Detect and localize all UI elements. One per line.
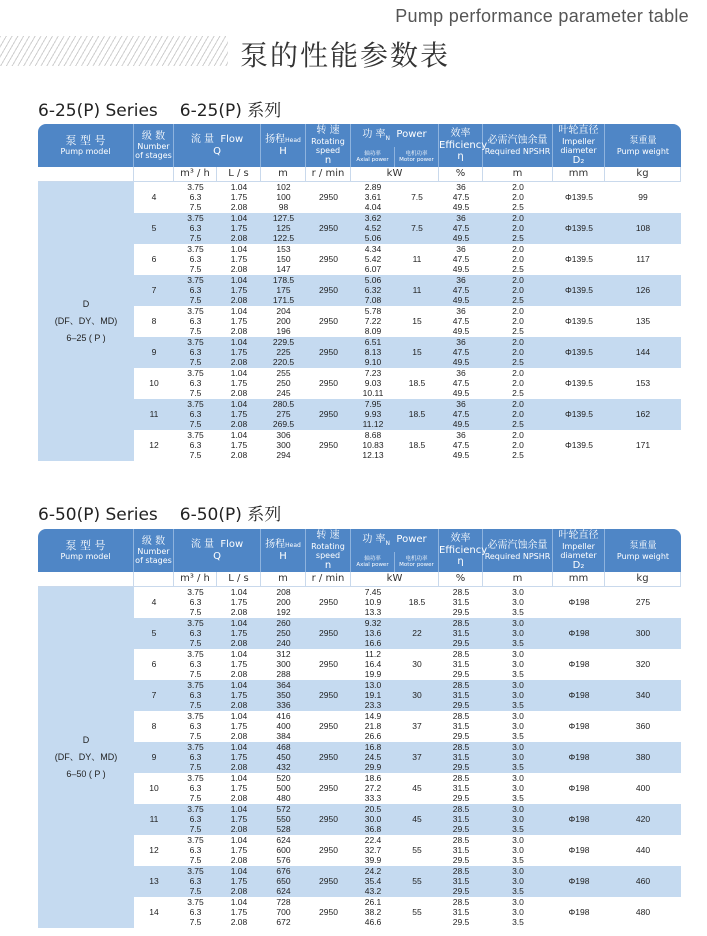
table-row bbox=[38, 337, 681, 368]
head-cell: 127.5 125 122.5 bbox=[261, 213, 306, 244]
col-header-model: 泵 型 号 Pump model bbox=[38, 529, 134, 572]
speed-cell: 2950 bbox=[306, 244, 351, 275]
motor-power-cell: 18.5 bbox=[395, 399, 439, 430]
stages-cell: 11 bbox=[134, 399, 174, 430]
motor-power-cell: 11 bbox=[395, 244, 439, 275]
col-header-impeller: 叶轮直径 Impeller diameter D₂ bbox=[553, 529, 605, 572]
axial-power-cell: 5.06 6.32 7.08 bbox=[351, 275, 395, 306]
col-header-npshr: 必需汽蚀余量 Required NPSHR bbox=[483, 529, 553, 572]
unit-cell-blank bbox=[38, 167, 134, 182]
flow-ls-cell: 1.04 1.75 2.08 bbox=[217, 399, 261, 430]
motor-power-cell: 15 bbox=[395, 306, 439, 337]
flow-m3h-cell: 3.75 6.3 7.5 bbox=[174, 866, 217, 897]
weight-cell: 320 bbox=[605, 649, 681, 680]
flow-m3h-cell: 3.75 6.3 7.5 bbox=[174, 711, 217, 742]
npshr-cell: 3.0 3.0 3.5 bbox=[483, 866, 553, 897]
pump-model-cell: D (DF、DY、MD) 6–25 ( P ) bbox=[38, 182, 134, 461]
col-header-motor-power: 电机功率 Motor power bbox=[395, 147, 439, 167]
head-cell: 676 650 624 bbox=[261, 866, 306, 897]
flow-m3h-cell: 3.75 6.3 7.5 bbox=[174, 399, 217, 430]
npshr-cell: 2.0 2.0 2.5 bbox=[483, 275, 553, 306]
table-row bbox=[38, 244, 681, 275]
impeller-cell: Φ198 bbox=[553, 897, 605, 928]
speed-cell: 2950 bbox=[306, 275, 351, 306]
flow-m3h-cell: 3.75 6.3 7.5 bbox=[174, 430, 217, 461]
weight-cell: 275 bbox=[605, 587, 681, 618]
impeller-cell: Φ198 bbox=[553, 804, 605, 835]
col-header-axial-power: 轴功率 Axial power bbox=[351, 147, 395, 167]
unit-impeller: mm bbox=[553, 167, 605, 182]
head-cell: 306 300 294 bbox=[261, 430, 306, 461]
section-title-en: 6-25(P) Series bbox=[38, 101, 158, 121]
motor-power-cell: 55 bbox=[395, 897, 439, 928]
unit-weight: kg bbox=[605, 167, 681, 182]
head-cell: 204 200 196 bbox=[261, 306, 306, 337]
speed-cell: 2950 bbox=[306, 399, 351, 430]
section-title-cn: 6-50(P) 系列 bbox=[179, 505, 282, 525]
speed-cell: 2950 bbox=[306, 649, 351, 680]
efficiency-cell: 28.5 31.5 29.5 bbox=[439, 711, 483, 742]
npshr-cell: 3.0 3.0 3.5 bbox=[483, 618, 553, 649]
efficiency-cell: 28.5 31.5 29.5 bbox=[439, 835, 483, 866]
stages-cell: 4 bbox=[134, 587, 174, 618]
speed-cell: 2950 bbox=[306, 711, 351, 742]
unit-npshr: m bbox=[483, 572, 553, 587]
col-header-stages: 级 数 Number of stages bbox=[134, 529, 174, 572]
efficiency-cell: 28.5 31.5 29.5 bbox=[439, 618, 483, 649]
weight-cell: 144 bbox=[605, 337, 681, 368]
npshr-cell: 3.0 3.0 3.5 bbox=[483, 835, 553, 866]
table-row bbox=[38, 649, 681, 680]
unit-efficiency: % bbox=[439, 572, 483, 587]
motor-power-cell: 30 bbox=[395, 680, 439, 711]
table-row bbox=[38, 213, 681, 244]
impeller-cell: Φ139.5 bbox=[553, 244, 605, 275]
col-header-power: 功 率$_N$ Power bbox=[351, 124, 439, 147]
unit-flow-ls: L / s bbox=[217, 167, 261, 182]
weight-cell: 400 bbox=[605, 773, 681, 804]
axial-power-cell: 7.23 9.03 10.11 bbox=[351, 368, 395, 399]
npshr-cell: 3.0 3.0 3.5 bbox=[483, 742, 553, 773]
motor-power-cell: 11 bbox=[395, 275, 439, 306]
unit-npshr: m bbox=[483, 167, 553, 182]
efficiency-cell: 36 47.5 49.5 bbox=[439, 399, 483, 430]
head-cell: 312 300 288 bbox=[261, 649, 306, 680]
head-cell: 208 200 192 bbox=[261, 587, 306, 618]
col-header-stages: 级 数 Number of stages bbox=[134, 124, 174, 167]
col-header-efficiency: 效率 Efficiency η bbox=[439, 529, 483, 572]
weight-cell: 126 bbox=[605, 275, 681, 306]
npshr-cell: 3.0 3.0 3.5 bbox=[483, 897, 553, 928]
impeller-cell: Φ198 bbox=[553, 680, 605, 711]
npshr-cell: 2.0 2.0 2.5 bbox=[483, 399, 553, 430]
flow-m3h-cell: 3.75 6.3 7.5 bbox=[174, 835, 217, 866]
speed-cell: 2950 bbox=[306, 306, 351, 337]
flow-ls-cell: 1.04 1.75 2.08 bbox=[217, 897, 261, 928]
motor-power-cell: 7.5 bbox=[395, 182, 439, 213]
col-header-head: 扬程Head H bbox=[261, 124, 306, 167]
col-header-flow: 流 量 Flow Q bbox=[174, 529, 261, 572]
col-header-impeller: 叶轮直径 Impeller diameter D₂ bbox=[553, 124, 605, 167]
flow-ls-cell: 1.04 1.75 2.08 bbox=[217, 368, 261, 399]
flow-ls-cell: 1.04 1.75 2.08 bbox=[217, 587, 261, 618]
weight-cell: 171 bbox=[605, 430, 681, 461]
speed-cell: 2950 bbox=[306, 587, 351, 618]
weight-cell: 420 bbox=[605, 804, 681, 835]
stages-cell: 7 bbox=[134, 275, 174, 306]
head-cell: 260 250 240 bbox=[261, 618, 306, 649]
npshr-cell: 3.0 3.0 3.5 bbox=[483, 587, 553, 618]
table-row bbox=[38, 866, 681, 897]
weight-cell: 480 bbox=[605, 897, 681, 928]
efficiency-cell: 36 47.5 49.5 bbox=[439, 337, 483, 368]
table-row bbox=[38, 587, 681, 618]
col-header-model: 泵 型 号 Pump model bbox=[38, 124, 134, 167]
speed-cell: 2950 bbox=[306, 897, 351, 928]
efficiency-cell: 36 47.5 49.5 bbox=[439, 213, 483, 244]
flow-ls-cell: 1.04 1.75 2.08 bbox=[217, 773, 261, 804]
speed-cell: 2950 bbox=[306, 618, 351, 649]
col-header-power: 功 率$_N$ Power bbox=[351, 529, 439, 552]
impeller-cell: Φ139.5 bbox=[553, 430, 605, 461]
axial-power-cell: 22.4 32.7 39.9 bbox=[351, 835, 395, 866]
unit-cell-blank bbox=[134, 572, 174, 587]
motor-power-cell: 45 bbox=[395, 773, 439, 804]
stages-cell: 14 bbox=[134, 897, 174, 928]
flow-m3h-cell: 3.75 6.3 7.5 bbox=[174, 897, 217, 928]
table-row bbox=[38, 773, 681, 804]
unit-head: m bbox=[261, 167, 306, 182]
efficiency-cell: 36 47.5 49.5 bbox=[439, 244, 483, 275]
speed-cell: 2950 bbox=[306, 866, 351, 897]
impeller-cell: Φ139.5 bbox=[553, 368, 605, 399]
axial-power-cell: 7.95 9.93 11.12 bbox=[351, 399, 395, 430]
motor-power-cell: 45 bbox=[395, 804, 439, 835]
npshr-cell: 2.0 2.0 2.5 bbox=[483, 244, 553, 275]
col-header-speed: 转 速 Rotating speed n bbox=[306, 529, 351, 572]
flow-ls-cell: 1.04 1.75 2.08 bbox=[217, 866, 261, 897]
head-cell: 728 700 672 bbox=[261, 897, 306, 928]
impeller-cell: Φ139.5 bbox=[553, 337, 605, 368]
axial-power-cell: 13.0 19.1 23.3 bbox=[351, 680, 395, 711]
stages-cell: 5 bbox=[134, 618, 174, 649]
axial-power-cell: 6.51 8.13 9.10 bbox=[351, 337, 395, 368]
flow-m3h-cell: 3.75 6.3 7.5 bbox=[174, 306, 217, 337]
efficiency-cell: 36 47.5 49.5 bbox=[439, 368, 483, 399]
axial-power-cell: 2.89 3.61 4.04 bbox=[351, 182, 395, 213]
speed-cell: 2950 bbox=[306, 213, 351, 244]
weight-cell: 108 bbox=[605, 213, 681, 244]
efficiency-cell: 28.5 31.5 29.5 bbox=[439, 804, 483, 835]
unit-weight: kg bbox=[605, 572, 681, 587]
flow-m3h-cell: 3.75 6.3 7.5 bbox=[174, 213, 217, 244]
axial-power-cell: 3.62 4.52 5.06 bbox=[351, 213, 395, 244]
speed-cell: 2950 bbox=[306, 835, 351, 866]
efficiency-cell: 36 47.5 49.5 bbox=[439, 430, 483, 461]
flow-ls-cell: 1.04 1.75 2.08 bbox=[217, 618, 261, 649]
unit-cell-blank bbox=[38, 572, 134, 587]
flow-ls-cell: 1.04 1.75 2.08 bbox=[217, 649, 261, 680]
head-cell: 153 150 147 bbox=[261, 244, 306, 275]
npshr-cell: 2.0 2.0 2.5 bbox=[483, 337, 553, 368]
section-title-cn: 6-25(P) 系列 bbox=[179, 101, 282, 121]
impeller-cell: Φ198 bbox=[553, 649, 605, 680]
flow-m3h-cell: 3.75 6.3 7.5 bbox=[174, 618, 217, 649]
stages-cell: 8 bbox=[134, 306, 174, 337]
npshr-cell: 2.0 2.0 2.5 bbox=[483, 182, 553, 213]
flow-m3h-cell: 3.75 6.3 7.5 bbox=[174, 773, 217, 804]
stages-cell: 7 bbox=[134, 680, 174, 711]
table-row bbox=[38, 680, 681, 711]
section-title-en: 6-50(P) Series bbox=[38, 505, 158, 525]
impeller-cell: Φ198 bbox=[553, 587, 605, 618]
impeller-cell: Φ198 bbox=[553, 866, 605, 897]
npshr-cell: 2.0 2.0 2.5 bbox=[483, 368, 553, 399]
head-cell: 178.5 175 171.5 bbox=[261, 275, 306, 306]
efficiency-cell: 28.5 31.5 29.5 bbox=[439, 866, 483, 897]
table-row bbox=[38, 306, 681, 337]
flow-m3h-cell: 3.75 6.3 7.5 bbox=[174, 244, 217, 275]
unit-efficiency: % bbox=[439, 167, 483, 182]
weight-cell: 380 bbox=[605, 742, 681, 773]
weight-cell: 340 bbox=[605, 680, 681, 711]
stages-cell: 10 bbox=[134, 368, 174, 399]
flow-ls-cell: 1.04 1.75 2.08 bbox=[217, 711, 261, 742]
head-cell: 102 100 98 bbox=[261, 182, 306, 213]
performance-table-6-25 bbox=[38, 124, 681, 461]
impeller-cell: Φ198 bbox=[553, 773, 605, 804]
col-header-weight: 泵重量 Pump weight bbox=[605, 124, 681, 167]
flow-ls-cell: 1.04 1.75 2.08 bbox=[217, 804, 261, 835]
section-title-6-25 bbox=[38, 96, 281, 121]
motor-power-cell: 55 bbox=[395, 866, 439, 897]
axial-power-cell: 18.6 27.2 33.3 bbox=[351, 773, 395, 804]
npshr-cell: 3.0 3.0 3.5 bbox=[483, 649, 553, 680]
impeller-cell: Φ139.5 bbox=[553, 275, 605, 306]
stages-cell: 6 bbox=[134, 649, 174, 680]
motor-power-cell: 37 bbox=[395, 711, 439, 742]
table-row bbox=[38, 711, 681, 742]
flow-m3h-cell: 3.75 6.3 7.5 bbox=[174, 275, 217, 306]
impeller-cell: Φ139.5 bbox=[553, 306, 605, 337]
table-row bbox=[38, 618, 681, 649]
efficiency-cell: 28.5 31.5 29.5 bbox=[439, 742, 483, 773]
flow-m3h-cell: 3.75 6.3 7.5 bbox=[174, 368, 217, 399]
table-row bbox=[38, 399, 681, 430]
head-cell: 229.5 225 220.5 bbox=[261, 337, 306, 368]
stages-cell: 8 bbox=[134, 711, 174, 742]
npshr-cell: 2.0 2.0 2.5 bbox=[483, 430, 553, 461]
motor-power-cell: 37 bbox=[395, 742, 439, 773]
head-cell: 468 450 432 bbox=[261, 742, 306, 773]
motor-power-cell: 18.5 bbox=[395, 430, 439, 461]
col-header-axial-power: 轴功率 Axial power bbox=[351, 552, 395, 572]
weight-cell: 117 bbox=[605, 244, 681, 275]
col-header-flow: 流 量 Flow Q bbox=[174, 124, 261, 167]
npshr-cell: 3.0 3.0 3.5 bbox=[483, 680, 553, 711]
weight-cell: 440 bbox=[605, 835, 681, 866]
flow-ls-cell: 1.04 1.75 2.08 bbox=[217, 306, 261, 337]
motor-power-cell: 15 bbox=[395, 337, 439, 368]
axial-power-cell: 7.45 10.9 13.3 bbox=[351, 587, 395, 618]
flow-m3h-cell: 3.75 6.3 7.5 bbox=[174, 337, 217, 368]
unit-flow-m3h: m³ / h bbox=[174, 167, 217, 182]
impeller-cell: Φ198 bbox=[553, 742, 605, 773]
unit-speed: r / min bbox=[306, 167, 351, 182]
col-header-head: 扬程Head H bbox=[261, 529, 306, 572]
motor-power-cell: 30 bbox=[395, 649, 439, 680]
efficiency-cell: 28.5 31.5 29.5 bbox=[439, 680, 483, 711]
stages-cell: 11 bbox=[134, 804, 174, 835]
flow-ls-cell: 1.04 1.75 2.08 bbox=[217, 430, 261, 461]
impeller-cell: Φ139.5 bbox=[553, 399, 605, 430]
pump-model-cell: D (DF、DY、MD) 6–50 ( P ) bbox=[38, 587, 134, 928]
motor-power-cell: 18.5 bbox=[395, 587, 439, 618]
weight-cell: 300 bbox=[605, 618, 681, 649]
efficiency-cell: 36 47.5 49.5 bbox=[439, 306, 483, 337]
motor-power-cell: 7.5 bbox=[395, 213, 439, 244]
flow-m3h-cell: 3.75 6.3 7.5 bbox=[174, 680, 217, 711]
stages-cell: 9 bbox=[134, 337, 174, 368]
stages-cell: 6 bbox=[134, 244, 174, 275]
stages-cell: 4 bbox=[134, 182, 174, 213]
unit-impeller: mm bbox=[553, 572, 605, 587]
unit-speed: r / min bbox=[306, 572, 351, 587]
weight-cell: 99 bbox=[605, 182, 681, 213]
speed-cell: 2950 bbox=[306, 337, 351, 368]
npshr-cell: 3.0 3.0 3.5 bbox=[483, 804, 553, 835]
speed-cell: 2950 bbox=[306, 680, 351, 711]
flow-ls-cell: 1.04 1.75 2.08 bbox=[217, 244, 261, 275]
head-cell: 520 500 480 bbox=[261, 773, 306, 804]
axial-power-cell: 26.1 38.2 46.6 bbox=[351, 897, 395, 928]
unit-flow-m3h: m³ / h bbox=[174, 572, 217, 587]
head-cell: 255 250 245 bbox=[261, 368, 306, 399]
axial-power-cell: 11.2 16.4 19.9 bbox=[351, 649, 395, 680]
weight-cell: 460 bbox=[605, 866, 681, 897]
motor-power-cell: 22 bbox=[395, 618, 439, 649]
impeller-cell: Φ198 bbox=[553, 835, 605, 866]
stages-cell: 9 bbox=[134, 742, 174, 773]
flow-ls-cell: 1.04 1.75 2.08 bbox=[217, 337, 261, 368]
table-row bbox=[38, 804, 681, 835]
flow-m3h-cell: 3.75 6.3 7.5 bbox=[174, 182, 217, 213]
speed-cell: 2950 bbox=[306, 773, 351, 804]
efficiency-cell: 28.5 31.5 29.5 bbox=[439, 897, 483, 928]
npshr-cell: 2.0 2.0 2.5 bbox=[483, 213, 553, 244]
axial-power-cell: 24.2 35.4 43.2 bbox=[351, 866, 395, 897]
head-cell: 280.5 275 269.5 bbox=[261, 399, 306, 430]
stages-cell: 5 bbox=[134, 213, 174, 244]
unit-cell-blank bbox=[134, 167, 174, 182]
axial-power-cell: 14.9 21.8 26.6 bbox=[351, 711, 395, 742]
flow-ls-cell: 1.04 1.75 2.08 bbox=[217, 680, 261, 711]
flow-ls-cell: 1.04 1.75 2.08 bbox=[217, 213, 261, 244]
head-cell: 624 600 576 bbox=[261, 835, 306, 866]
speed-cell: 2950 bbox=[306, 430, 351, 461]
head-cell: 416 400 384 bbox=[261, 711, 306, 742]
weight-cell: 162 bbox=[605, 399, 681, 430]
table-row bbox=[38, 368, 681, 399]
efficiency-cell: 28.5 31.5 29.5 bbox=[439, 649, 483, 680]
section-title-6-50 bbox=[38, 500, 281, 525]
flow-m3h-cell: 3.75 6.3 7.5 bbox=[174, 742, 217, 773]
flow-m3h-cell: 3.75 6.3 7.5 bbox=[174, 804, 217, 835]
table-row bbox=[38, 897, 681, 928]
impeller-cell: Φ198 bbox=[553, 618, 605, 649]
head-cell: 572 550 528 bbox=[261, 804, 306, 835]
flow-ls-cell: 1.04 1.75 2.08 bbox=[217, 275, 261, 306]
motor-power-cell: 55 bbox=[395, 835, 439, 866]
npshr-cell: 2.0 2.0 2.5 bbox=[483, 306, 553, 337]
axial-power-cell: 16.8 24.5 29.9 bbox=[351, 742, 395, 773]
head-cell: 364 350 336 bbox=[261, 680, 306, 711]
flow-m3h-cell: 3.75 6.3 7.5 bbox=[174, 587, 217, 618]
axial-power-cell: 20.5 30.0 36.8 bbox=[351, 804, 395, 835]
speed-cell: 2950 bbox=[306, 368, 351, 399]
unit-head: m bbox=[261, 572, 306, 587]
col-header-motor-power: 电机功率 Motor power bbox=[395, 552, 439, 572]
table-row bbox=[38, 430, 681, 461]
col-header-speed: 转 速 Rotating speed n bbox=[306, 124, 351, 167]
speed-cell: 2950 bbox=[306, 804, 351, 835]
efficiency-cell: 28.5 31.5 29.5 bbox=[439, 773, 483, 804]
stages-cell: 12 bbox=[134, 430, 174, 461]
table-row bbox=[38, 742, 681, 773]
axial-power-cell: 4.34 5.42 6.07 bbox=[351, 244, 395, 275]
impeller-cell: Φ139.5 bbox=[553, 213, 605, 244]
table-row bbox=[38, 275, 681, 306]
impeller-cell: Φ198 bbox=[553, 711, 605, 742]
col-header-npshr: 必需汽蚀余量 Required NPSHR bbox=[483, 124, 553, 167]
motor-power-cell: 18.5 bbox=[395, 368, 439, 399]
english-page-title: Pump performance parameter table bbox=[395, 6, 689, 26]
axial-power-cell: 9.32 13.6 16.6 bbox=[351, 618, 395, 649]
col-header-efficiency: 效率 Efficiency η bbox=[439, 124, 483, 167]
npshr-cell: 3.0 3.0 3.5 bbox=[483, 773, 553, 804]
efficiency-cell: 36 47.5 49.5 bbox=[439, 275, 483, 306]
unit-flow-ls: L / s bbox=[217, 572, 261, 587]
speed-cell: 2950 bbox=[306, 182, 351, 213]
weight-cell: 360 bbox=[605, 711, 681, 742]
efficiency-cell: 36 47.5 49.5 bbox=[439, 182, 483, 213]
table-row bbox=[38, 835, 681, 866]
flow-ls-cell: 1.04 1.75 2.08 bbox=[217, 835, 261, 866]
unit-power: kW bbox=[351, 572, 439, 587]
chinese-page-title: 泵的性能参数表 bbox=[240, 39, 451, 72]
weight-cell: 135 bbox=[605, 306, 681, 337]
flow-ls-cell: 1.04 1.75 2.08 bbox=[217, 182, 261, 213]
unit-power: kW bbox=[351, 167, 439, 182]
stages-cell: 10 bbox=[134, 773, 174, 804]
axial-power-cell: 5.78 7.22 8.09 bbox=[351, 306, 395, 337]
table-row bbox=[38, 182, 681, 213]
efficiency-cell: 28.5 31.5 29.5 bbox=[439, 587, 483, 618]
col-header-weight: 泵重量 Pump weight bbox=[605, 529, 681, 572]
npshr-cell: 3.0 3.0 3.5 bbox=[483, 711, 553, 742]
axial-power-cell: 8.68 10.83 12.13 bbox=[351, 430, 395, 461]
weight-cell: 153 bbox=[605, 368, 681, 399]
speed-cell: 2950 bbox=[306, 742, 351, 773]
flow-ls-cell: 1.04 1.75 2.08 bbox=[217, 742, 261, 773]
decorative-hatch bbox=[0, 36, 228, 66]
stages-cell: 13 bbox=[134, 866, 174, 897]
performance-table-6-50 bbox=[38, 529, 681, 928]
stages-cell: 12 bbox=[134, 835, 174, 866]
impeller-cell: Φ139.5 bbox=[553, 182, 605, 213]
flow-m3h-cell: 3.75 6.3 7.5 bbox=[174, 649, 217, 680]
